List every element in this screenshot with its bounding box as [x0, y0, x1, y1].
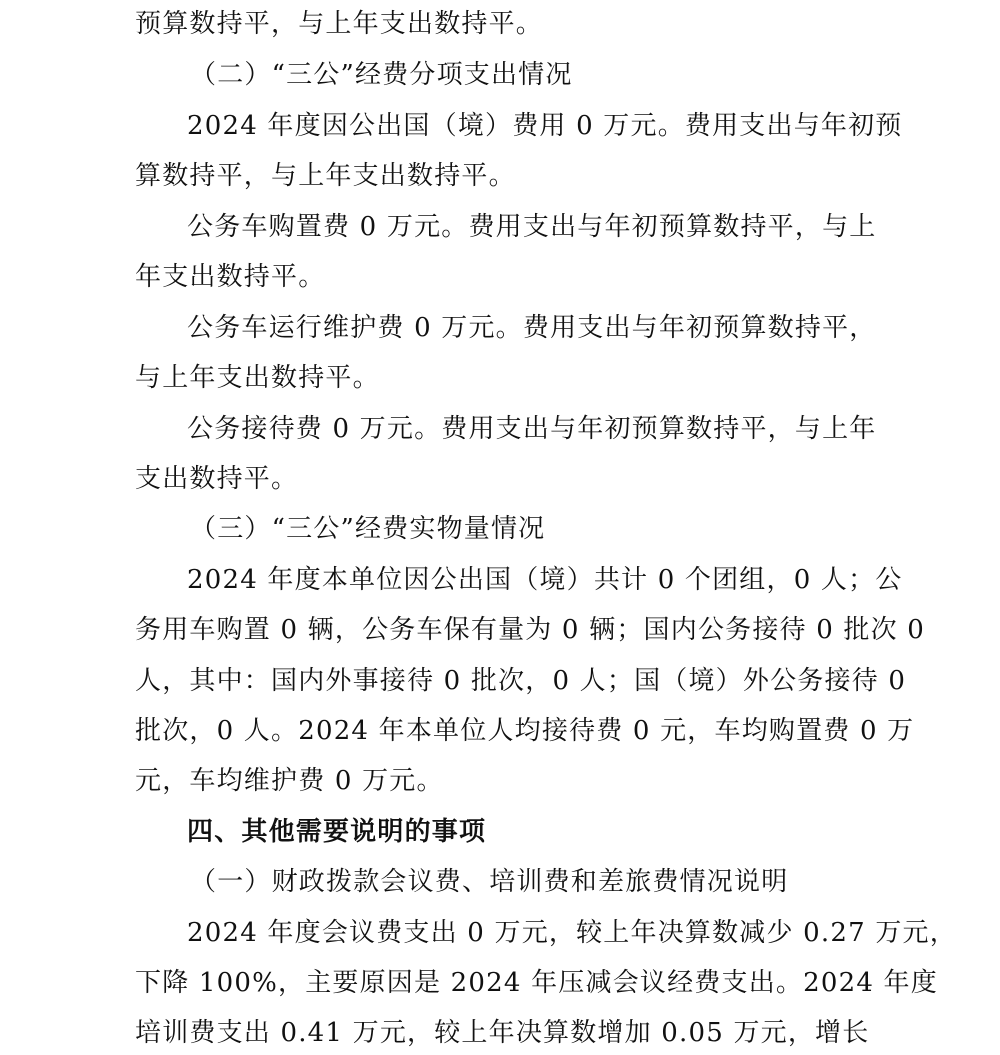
chapter-heading: 四、其他需要说明的事项	[187, 817, 487, 847]
body-text-line: 下降 100%，主要原因是 2024 年压减会议经费支出。2024 年度	[135, 968, 938, 998]
body-text-line: 算数持平，与上年支出数持平。	[135, 161, 516, 191]
body-text-line: 批次，0 人。2024 年本单位人均接待费 0 元，车均购置费 0 万	[135, 716, 915, 746]
body-text-line: 年支出数持平。	[135, 262, 326, 292]
body-text-line: 2024 年度因公出国（境）费用 0 万元。费用支出与年初预	[187, 111, 903, 141]
section-heading: （二）“三公”经费分项支出情况	[190, 60, 573, 90]
body-text-line: 公务接待费 0 万元。费用支出与年初预算数持平，与上年	[187, 414, 877, 444]
body-text-line: 支出数持平。	[135, 464, 299, 494]
body-text-line: 与上年支出数持平。	[135, 363, 380, 393]
section-heading: （一）财政拨款会议费、培训费和差旅费情况说明	[190, 867, 789, 897]
body-text-line: 务用车购置 0 辆，公务车保有量为 0 辆；国内公务接待 0 批次 0	[135, 615, 926, 645]
body-text-line: 预算数持平，与上年支出数持平。	[135, 9, 544, 39]
section-heading: （三）“三公”经费实物量情况	[190, 514, 546, 544]
body-text-line: 人，其中：国内外事接待 0 批次，0 人；国（境）外公务接待 0	[135, 666, 907, 696]
body-text-line: 培训费支出 0.41 万元，较上年决算数增加 0.05 万元，增长	[135, 1018, 870, 1048]
body-text-line: 公务车购置费 0 万元。费用支出与年初预算数持平，与上	[187, 212, 877, 242]
body-text-line: 元，车均维护费 0 万元。	[135, 766, 444, 796]
body-text-line: 2024 年度本单位因公出国（境）共计 0 个团组，0 人；公	[187, 565, 903, 595]
body-text-line: 公务车运行维护费 0 万元。费用支出与年初预算数持平，	[187, 313, 877, 343]
body-text-line: 2024 年度会议费支出 0 万元，较上年决算数减少 0.27 万元，	[187, 918, 957, 948]
